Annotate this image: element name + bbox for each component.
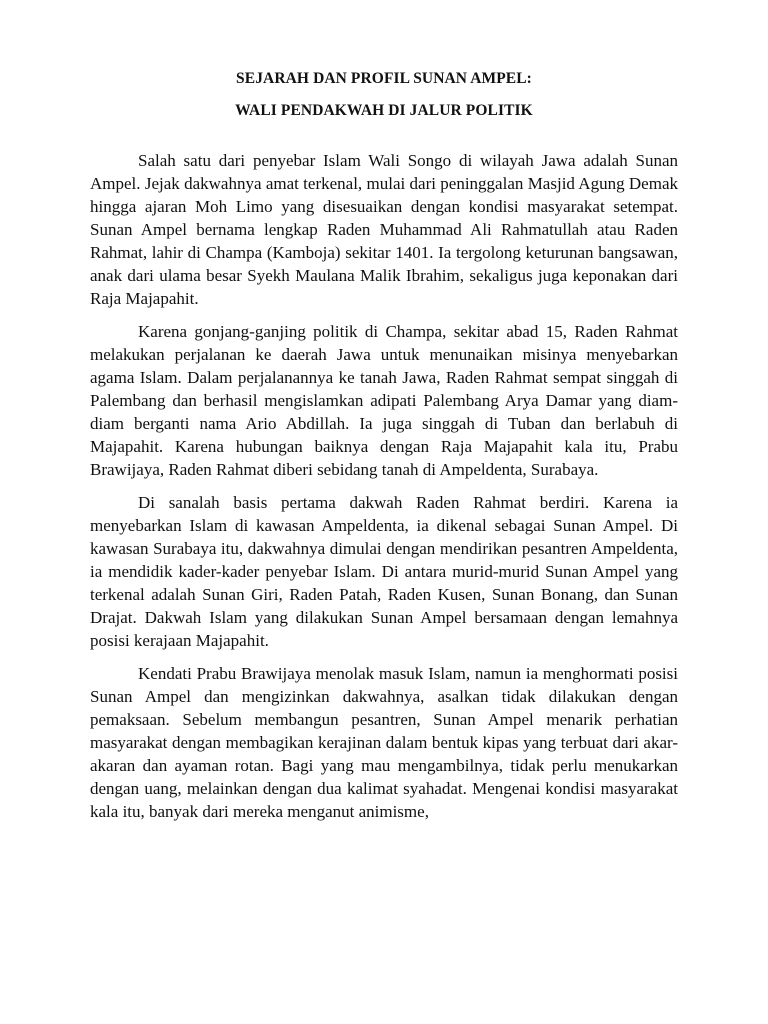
title-line-2: WALI PENDAKWAH DI JALUR POLITIK [235, 102, 533, 119]
document-body [90, 149, 678, 833]
paragraph: Karena gonjang-ganjing politik di Champa, sekitar abad 15, Raden Rahmat melakukan perjalanan ke daerah Jawa untuk menunaikan misinya menyebarkan agama Islam. Dalam perjalanannya ke tanah Jawa, Raden Rahmat sempat singgah di Palembang dan berhasil mengislamkan adipati Palembang Arya Damar yang diam-diam berganti nama Ario Abdillah. Ia juga singgah di Tuban dan berlabuh di Majapahit. Karena hubungan baiknya dengan Raja Majapahit kala itu, Prabu Brawijaya, Raden Rahmat diberi sebidang tanah di Ampeldenta, Surabaya. [90, 322, 678, 479]
paragraph: Salah satu dari penyebar Islam Wali Songo di wilayah Jawa adalah Sunan Ampel. Jejak dakwahnya amat terkenal, mulai dari peninggalan Masjid Agung Demak hingga ajaran Moh Limo yang disesuaikan dengan kondisi masyarakat setempat. Sunan Ampel bernama lengkap Raden Muhammad Ali Rahmatullah atau Raden Rahmat, lahir di Champa (Kamboja) sekitar 1401. Ia tergolong keturunan bangsawan, anak dari ulama besar Syekh Maulana Malik Ibrahim, sekaligus juga keponakan dari Raja Majapahit. [90, 151, 678, 308]
title-line-1: SEJARAH DAN PROFIL SUNAN AMPEL: [236, 70, 532, 87]
paragraph: Di sanalah basis pertama dakwah Raden Rahmat berdiri. Karena ia menyebarkan Islam di kawasan Ampeldenta, ia dikenal sebagai Sunan Ampel. Di kawasan Surabaya itu, dakwahnya dimulai dengan mendirikan pesantren Ampeldenta, ia mendidik kader-kader penyebar Islam. Di antara murid-murid Sunan Ampel yang terkenal adalah Sunan Giri, Raden Patah, Raden Kusen, Sunan Bonang, dan Sunan Drajat. Dakwah Islam yang dilakukan Sunan Ampel bersamaan dengan lemahnya posisi kerajaan Majapahit. [90, 493, 678, 650]
document-title [90, 69, 678, 121]
paragraph: Kendati Prabu Brawijaya menolak masuk Islam, namun ia menghormati posisi Sunan Ampel dan mengizinkan dakwahnya, asalkan tidak dilakukan dengan pemaksaan. Sebelum membangun pesantren, Sunan Ampel menarik perhatian masyarakat dengan membagikan kerajinan dalam bentuk kipas yang terbuat dari akar-akaran dan ayaman rotan. Bagi yang mau mengambilnya, tidak perlu menukarkan dengan uang, melainkan dengan dua kalimat syahadat. Mengenai kondisi masyarakat kala itu, banyak dari mereka menganut animisme, [90, 664, 678, 821]
